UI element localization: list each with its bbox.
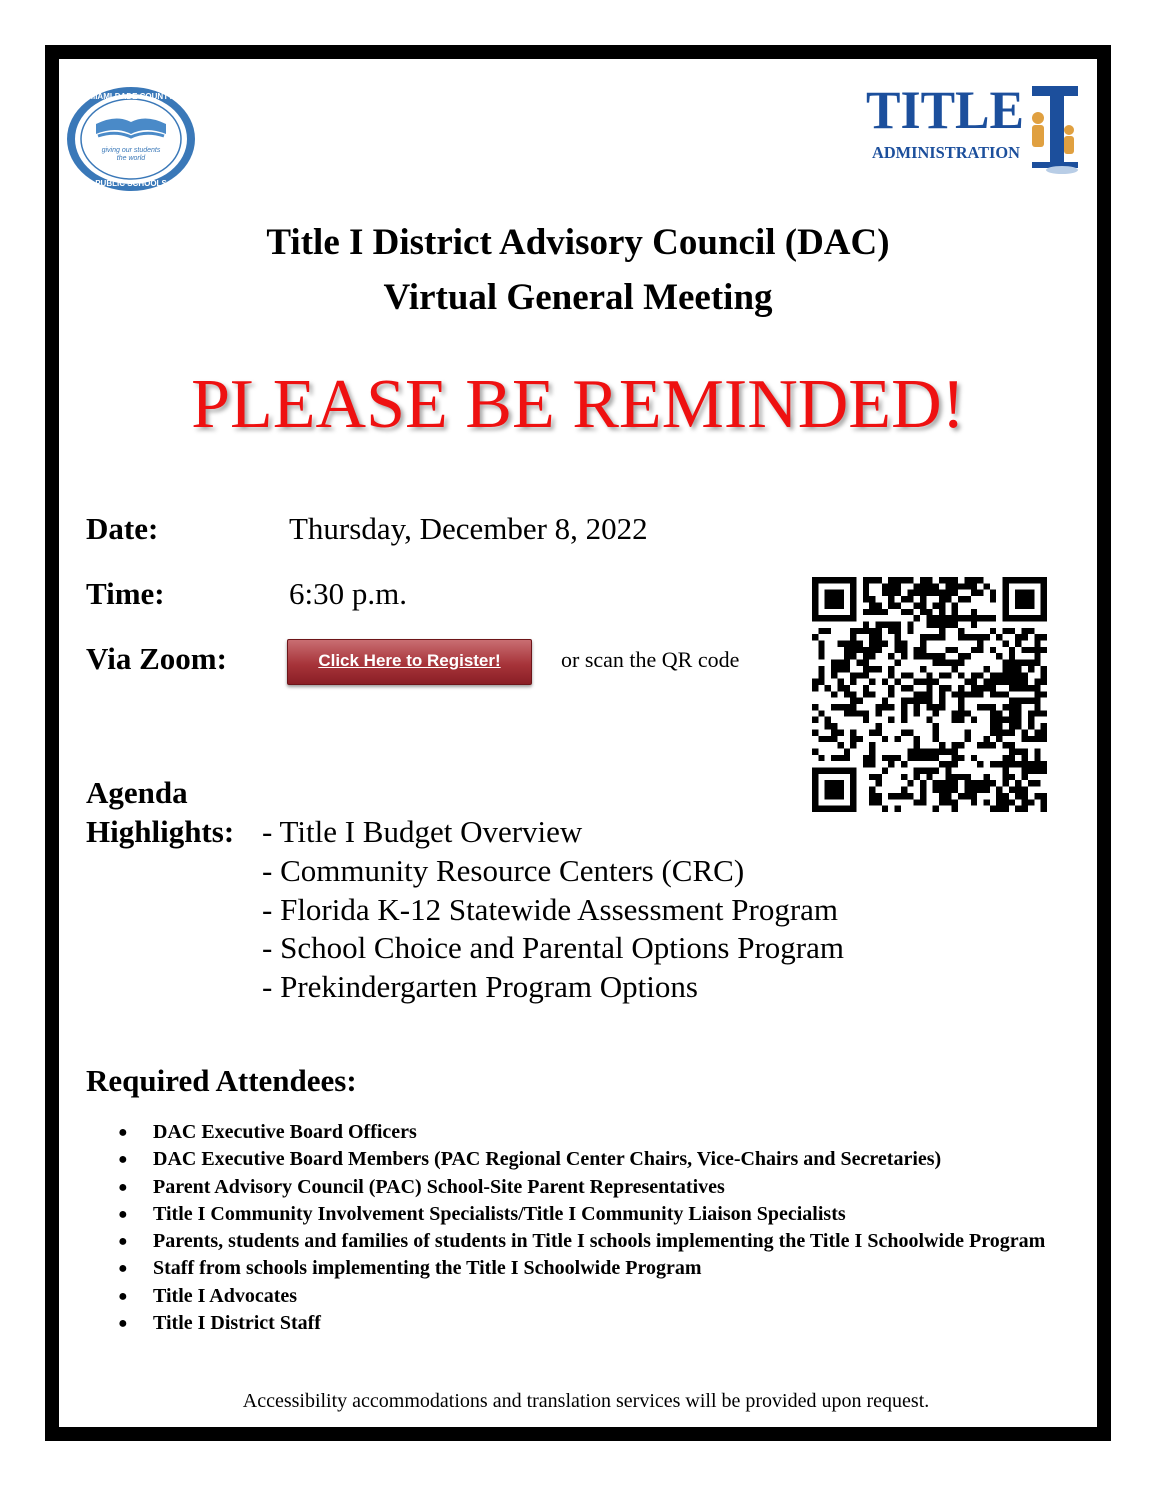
accessibility-note: Accessibility accommodations and translation services will be provided upon request.: [242, 1390, 930, 1412]
list-item: [118, 1201, 1083, 1228]
attendee-text: Title I Community Involvement Specialists/Title I Community Liaison Specialists: [153, 1202, 846, 1225]
required-attendees-heading: Required Attendees:: [86, 1063, 357, 1098]
list-item: [118, 1283, 1083, 1310]
list-item: [118, 1146, 1083, 1173]
bullet-icon: ●: [118, 1315, 128, 1333]
attendees-list: [118, 1119, 1083, 1337]
bullet-icon: ●: [118, 1151, 128, 1169]
meeting-title: Title I District Advisory Council (DAC): [266, 222, 890, 263]
bullet-icon: ●: [118, 1124, 128, 1141]
agenda-item: - School Choice and Parental Options Program: [262, 930, 845, 965]
agenda-item: - Florida K-12 Statewide Assessment Program: [262, 892, 839, 927]
title-i-administration-logo-icon: [866, 78, 1084, 178]
attendee-text: DAC Executive Board Officers: [153, 1121, 417, 1143]
seal-slogan-line2: the world: [116, 155, 146, 162]
seal-ring-bottom: PUBLIC SCHOOLS: [95, 179, 167, 188]
date-value: Thursday, December 8, 2022: [289, 511, 648, 546]
reminder-banner: PLEASE BE REMINDED!: [191, 366, 965, 443]
agenda-item: - Prekindergarten Program Options: [262, 969, 698, 1004]
agenda-item: - Community Resource Centers (CRC): [262, 853, 745, 888]
bullet-icon: ●: [118, 1178, 128, 1196]
bullet-icon: ●: [118, 1205, 128, 1223]
bullet-icon: ●: [118, 1260, 128, 1278]
bullet-icon: ●: [118, 1287, 128, 1305]
list-item: [118, 1310, 1083, 1337]
qr-code-icon[interactable]: [812, 577, 1047, 812]
highlights-label: Highlights:: [86, 814, 235, 849]
date-label: Date:: [86, 511, 159, 546]
list-item: [118, 1228, 1083, 1255]
attendee-text: Parents, students and families of students in Title I schools implementing the Title I Schoolwide Program: [153, 1230, 1046, 1253]
logo-title-word: TITLE: [866, 80, 1024, 140]
attendee-text: Title I District Staff: [153, 1312, 321, 1335]
attendee-text: Title I Advocates: [153, 1284, 298, 1307]
attendee-text: DAC Executive Board Members (PAC Regional Center Chairs, Vice-Chairs and Secretaries): [153, 1148, 942, 1171]
scan-qr-text: or scan the QR code: [561, 647, 740, 672]
attendee-text: Staff from schools implementing the Title I Schoolwide Program: [153, 1257, 702, 1280]
time-label: Time:: [86, 576, 165, 611]
agenda-label: Agenda: [86, 775, 188, 810]
seal-ring-top: MIAMI-DADE COUNTY: [88, 92, 174, 101]
register-button[interactable]: Click Here to Register!: [287, 639, 532, 685]
logo-administration-word: ADMINISTRATION: [872, 143, 1021, 162]
zoom-label: Via Zoom:: [86, 641, 227, 676]
agenda-item: - Title I Budget Overview: [262, 814, 583, 849]
time-value: 6:30 p.m.: [289, 576, 407, 611]
seal-slogan-line1: giving our students: [101, 147, 161, 154]
attendee-text: Parent Advisory Council (PAC) School-Site Parent Representatives: [153, 1175, 725, 1198]
list-item: [118, 1119, 1083, 1146]
list-item: [118, 1255, 1083, 1282]
meeting-subtitle: Virtual General Meeting: [383, 277, 773, 318]
list-item: [118, 1174, 1083, 1201]
miami-dade-public-schools-seal-icon: [64, 84, 198, 194]
bullet-icon: ●: [118, 1233, 128, 1251]
